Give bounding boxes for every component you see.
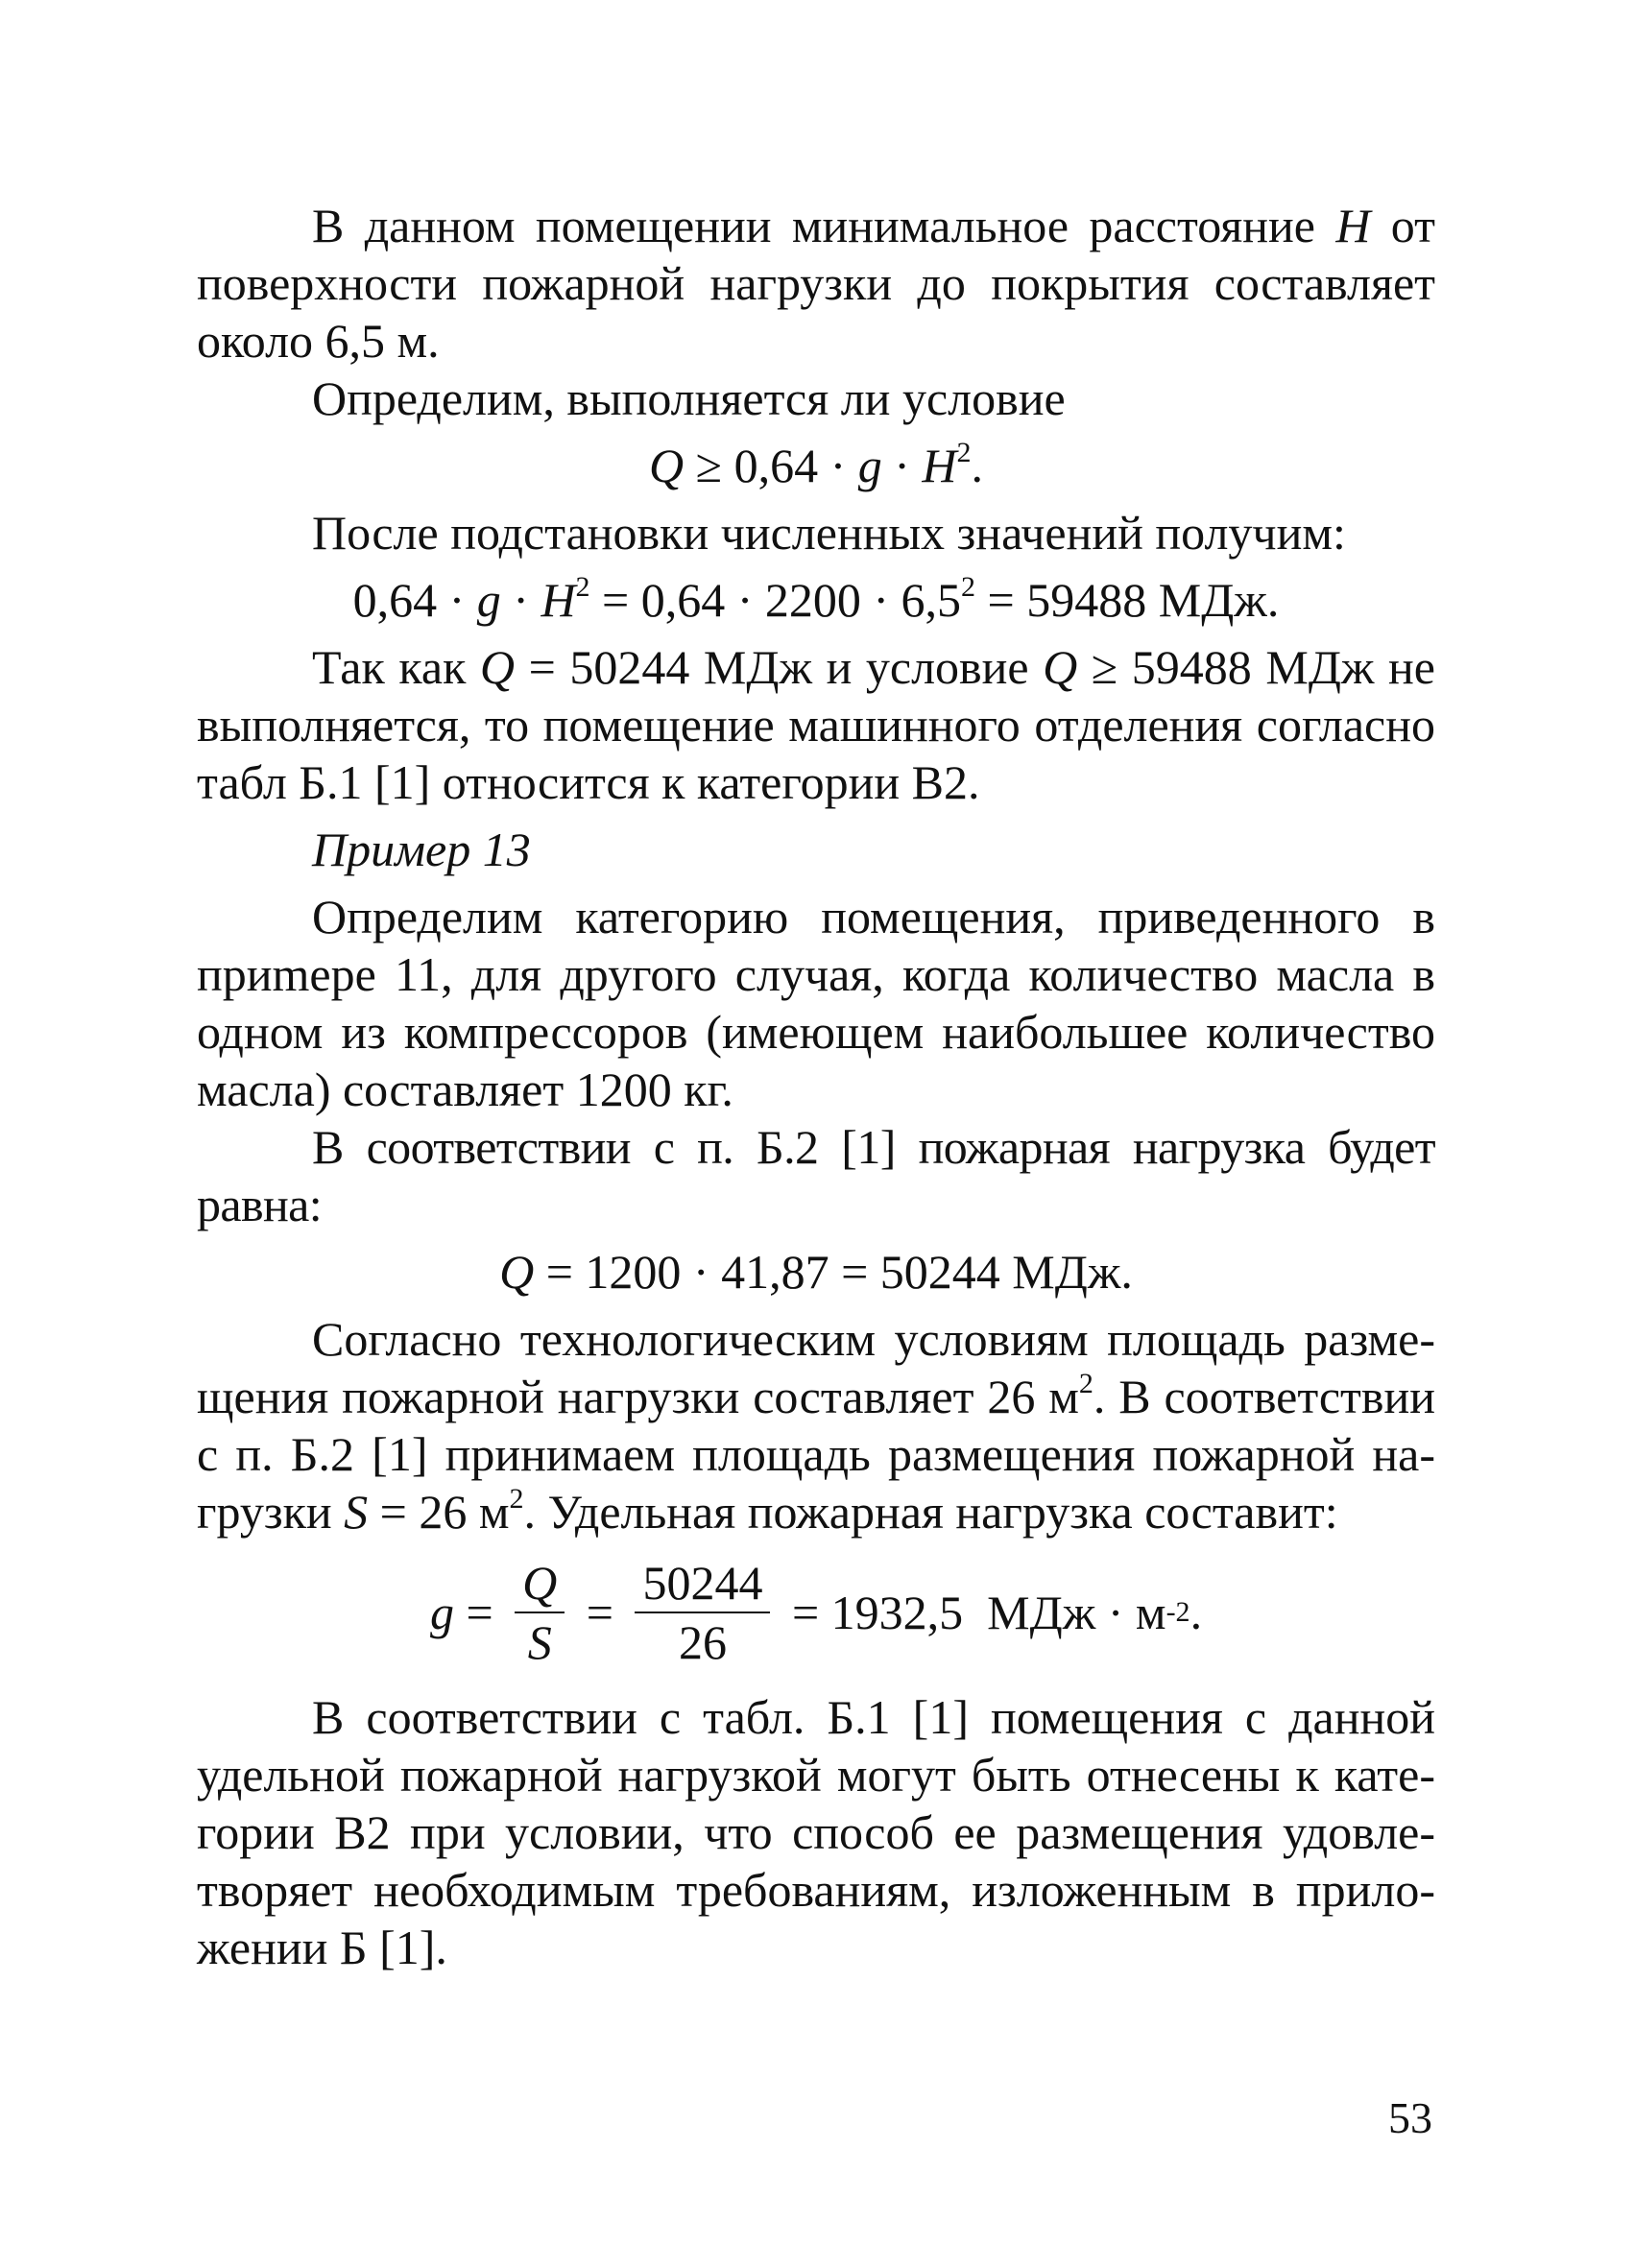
- exponent: 2: [961, 571, 976, 603]
- text: . Удельная пожарная нагрузка составит:: [523, 1485, 1338, 1539]
- formula-part: =: [453, 1586, 506, 1639]
- text: = 26 м: [368, 1485, 510, 1539]
- formula-part: = 59488 МДж.: [975, 573, 1280, 627]
- formula-part: ·: [500, 573, 541, 627]
- variable-g: g: [476, 573, 501, 627]
- variable-q: Q: [479, 640, 516, 694]
- paragraph-substitution: После подстановки численных значений получим:: [312, 506, 1346, 560]
- text: Согласно технологическим условиям площадь размещения пожарной нагрузки составляет 26 м: [197, 1312, 1435, 1423]
- numerator: Q: [522, 1556, 558, 1610]
- numerator: 50244: [642, 1556, 763, 1610]
- paragraph-condition-intro: Определим, выполняется ли условие: [312, 371, 1066, 425]
- text: Так как: [312, 640, 480, 694]
- exponent: 2: [956, 437, 972, 468]
- variable-q: Q: [1043, 640, 1078, 694]
- formula-part: ·: [881, 439, 923, 492]
- text: от поверхности пожарной нагрузки до покрытия составляет около 6,5 м.: [197, 199, 1435, 368]
- denominator: 26: [678, 1615, 727, 1669]
- formula-fire-load: [197, 1241, 1435, 1302]
- paragraph-example-intro: Определим категорию помещения, приведенного в приmере 11, для другого случая, когда количество масла в одном из компрессоров (имеющем наибольшее количество масла) составляет 1200 кг.: [197, 890, 1435, 1116]
- formula-part: = 0,64 · 2200 · 6,5: [589, 573, 962, 627]
- page-content: [197, 197, 1435, 1976]
- formula-part: = 1200 · 41,87 = 50244 МДж.: [534, 1245, 1133, 1299]
- example-title: Пример 13: [312, 823, 531, 876]
- text: ≥ 59488 МДж не выполняется, то помещение машинного отделения согласно табл Б.1 [1] относится к категории В2.: [197, 640, 1435, 809]
- variable-q: Q: [499, 1245, 535, 1299]
- variable-q: Q: [649, 439, 685, 492]
- formula-part: .: [971, 439, 983, 492]
- text: . В соответствии с п. Б.2 [1] принимаем площадь размещения пожарной нагрузки: [197, 1370, 1435, 1539]
- formula-substitution: [197, 569, 1435, 631]
- denominator: S: [527, 1615, 552, 1669]
- formula-part: = 1932,5 МДж · м: [780, 1586, 1166, 1639]
- paragraph-fire-load: В соответствии с п. Б.2 [1] пожарная нагрузка будет равна:: [197, 1120, 1435, 1231]
- formula-part: ≥ 0,64 ·: [684, 439, 858, 492]
- fraction-q-over-s: [515, 1554, 565, 1671]
- page-number: 53: [1388, 2093, 1432, 2142]
- paragraph-conclusion: [197, 638, 1435, 811]
- exponent: 2: [575, 571, 590, 603]
- variable-g: g: [429, 1586, 454, 1639]
- variable-h: H: [922, 439, 957, 492]
- variable-h: H: [1335, 199, 1371, 252]
- formula-specific-load: g = $\frac{Q}{S}$ = $\frac{50244}{26}$ = 1932,5 МДж · м -2 .: [429, 1556, 1203, 1669]
- paragraph-distance: [197, 197, 1435, 370]
- text: = 50244 МДж и условие: [515, 640, 1044, 694]
- formula-part: 0,64 ·: [352, 573, 477, 627]
- formula-condition: [197, 435, 1435, 496]
- variable-g: g: [857, 439, 882, 492]
- text: В данном помещении минимальное расстояние: [312, 199, 1336, 252]
- paragraph-final: В соответствии с табл. Б.1 [1] помещения с данной удельной пожарной нагрузкой могут быть отнесены к категории В2 при условии, что способ ее размещения удовлетворяет необходимым требованиям, изложенным в приложении Б [1].: [197, 1690, 1435, 1974]
- exponent: 2: [1078, 1368, 1093, 1399]
- variable-s: S: [344, 1485, 369, 1539]
- exponent: 2: [509, 1483, 524, 1515]
- fraction-values: [635, 1554, 770, 1671]
- variable-h: H: [541, 573, 576, 627]
- formula-part: .: [1189, 1586, 1203, 1639]
- paragraph-area: [197, 1310, 1435, 1540]
- formula-part: =: [574, 1586, 626, 1639]
